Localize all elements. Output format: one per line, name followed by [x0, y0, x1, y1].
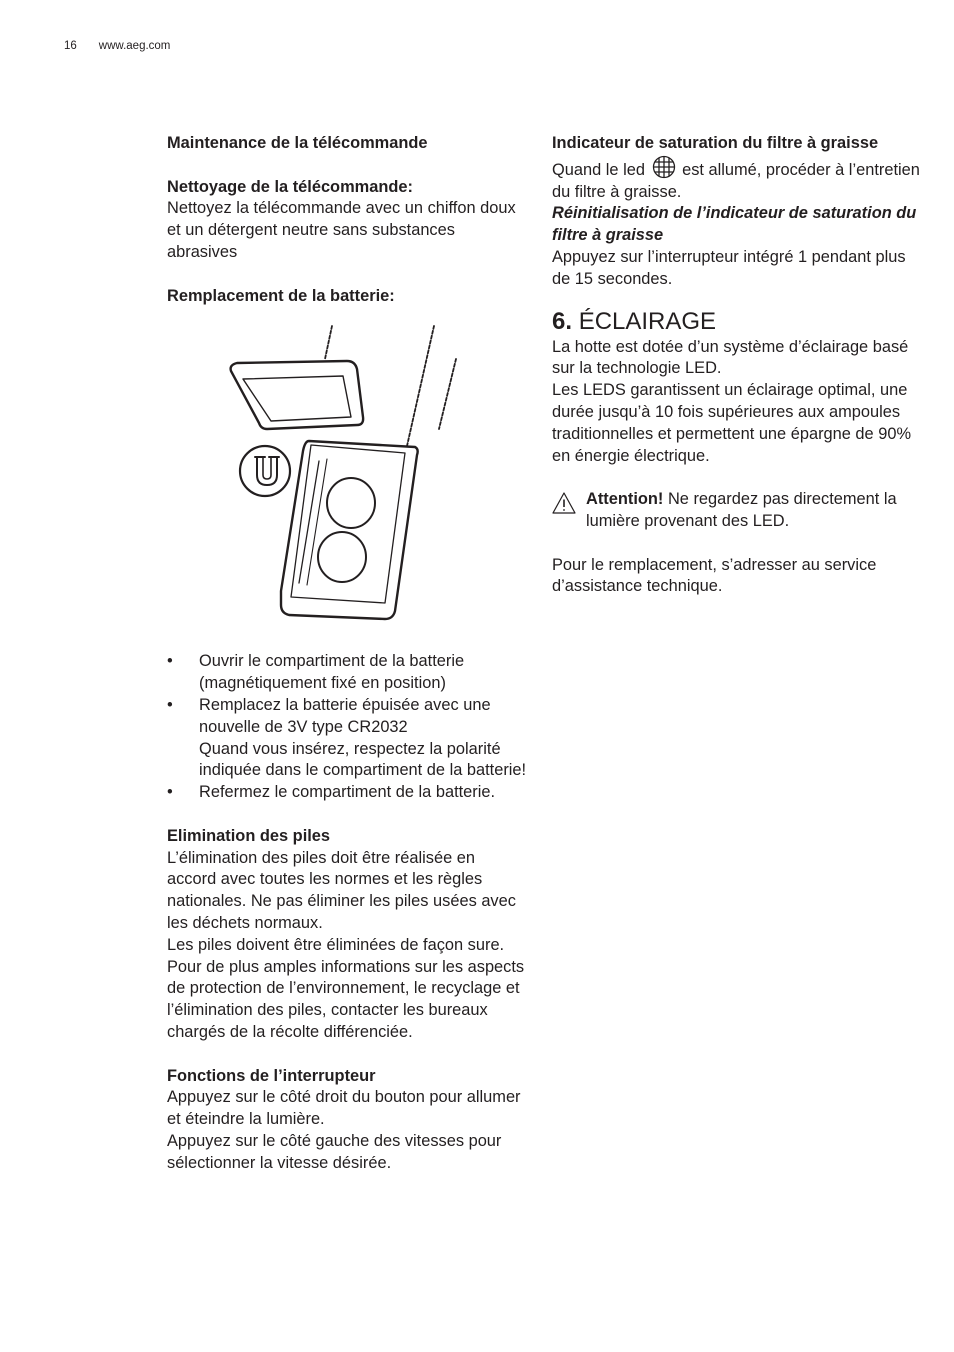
warning-message: Ne regardez pas directement la lumière provenant des LED.	[586, 490, 897, 530]
battery-steps-list	[167, 651, 527, 804]
warning-text	[586, 489, 922, 533]
disposal-paragraph-1: L’élimination des piles doit être réalisée en accord avec toutes les normes et les règles nationales. Ne pas éliminer les piles usées avec les déchets normaux.	[167, 848, 516, 932]
bullet: •	[167, 695, 173, 714]
disposal-heading: Elimination des piles	[167, 826, 331, 845]
filter-indicator-heading: Indicateur de saturation du filtre à graisse	[552, 134, 879, 152]
bullet: •	[167, 783, 173, 802]
filter-text-after: est allumé, procéder à l’entretien du filtre à graisse.	[552, 160, 920, 201]
list-item	[167, 695, 527, 782]
step-extra-text: Quand vous insérez, respectez la polarité indiquée dans le compartiment de la batterie!	[199, 739, 527, 780]
replacement-text: Pour le remplacement, s’adresser au service d’assistance technique.	[552, 555, 877, 596]
remote-maintenance-title: Maintenance de la télécommande	[167, 134, 428, 152]
step-text: Ouvrir le compartiment de la batterie (magnétiquement fixé en position)	[199, 652, 465, 693]
grease-filter-led-icon	[652, 155, 676, 179]
filter-indicator-text	[552, 155, 922, 204]
right-column	[552, 133, 922, 598]
list-item	[167, 651, 527, 695]
page-number: 16	[64, 40, 77, 52]
cleaning-heading: Nettoyage de la télécommande:	[167, 177, 413, 196]
bullet: •	[167, 652, 173, 671]
switch-paragraph-2: Appuyez sur le côté gauche des vitesses pour sélectionner la vitesse désirée.	[167, 1131, 502, 1172]
battery-heading: Remplacement de la batterie:	[167, 286, 395, 305]
switch-paragraph-1: Appuyez sur le côté droit du bouton pour allumer et éteindre la lumière.	[167, 1088, 521, 1129]
step-text: Refermez le compartiment de la batterie.	[199, 783, 496, 802]
warning-label: Attention!	[586, 490, 664, 509]
left-column	[167, 133, 527, 1175]
list-item	[167, 782, 527, 804]
battery-illustration	[167, 321, 527, 651]
disposal-paragraph-2: Les piles doivent être éliminées de façon sure.	[167, 935, 505, 954]
reset-heading: Réinitialisation de l’indicateur de saturation du filtre à graisse	[552, 204, 917, 245]
reset-text: Appuyez sur l’interrupteur intégré 1 pendant plus de 15 secondes.	[552, 247, 906, 288]
disposal-paragraph-3: Pour de plus amples informations sur les aspects de protection de l’environnement, le recyclage et l’élimination des piles, contacter les bureaux chargés de la récolte différenciée.	[167, 957, 525, 1041]
step-text: Remplacez la batterie épuisée avec une nouvelle de 3V type CR2032	[199, 695, 491, 736]
section-title	[552, 307, 922, 337]
filter-text-before: Quand le led	[552, 160, 645, 179]
page-header	[64, 40, 170, 52]
section-number: 6.	[552, 307, 573, 335]
warning-triangle-icon	[552, 492, 576, 514]
cleaning-text: Nettoyez la télécommande avec un chiffon doux et un détergent neutre sans substances abrasives	[167, 199, 516, 261]
lighting-paragraph-2: Les LEDS garantissent un éclairage optimal, une durée jusqu’à 10 fois supérieures aux ampoules traditionnelles et permettent une épargne de 90% en énergie électrique.	[552, 381, 912, 465]
header-url[interactable]: www.aeg.com	[98, 40, 171, 52]
warning-note	[552, 489, 922, 533]
switch-heading: Fonctions de l’interrupteur	[167, 1066, 376, 1085]
remote-battery-diagram	[219, 321, 479, 641]
section-title-text: ÉCLAIRAGE	[578, 307, 717, 335]
lighting-paragraph-1: La hotte est dotée d’un système d’éclairage basé sur la technologie LED.	[552, 337, 909, 378]
